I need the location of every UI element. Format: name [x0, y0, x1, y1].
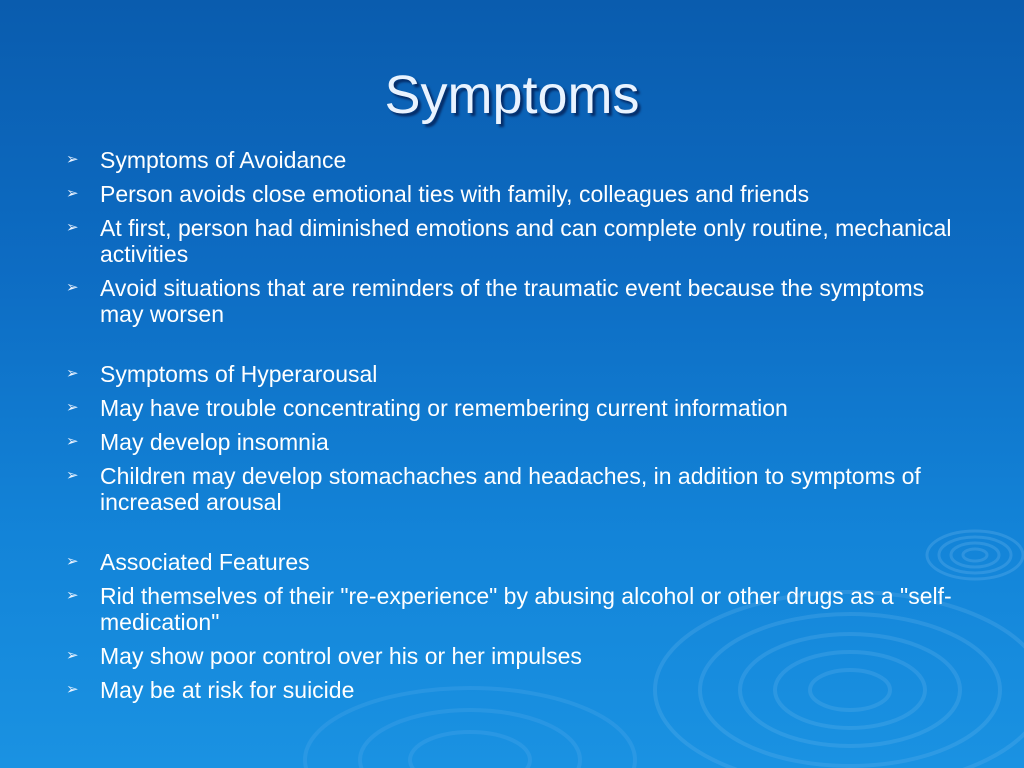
bullet-text: May have trouble concentrating or remembering current information: [100, 395, 788, 421]
bullet-text: May develop insomnia: [100, 429, 329, 455]
slide-title: Symptoms: [384, 65, 640, 125]
arrow-bullet-icon: ➢: [66, 151, 79, 168]
arrow-bullet-icon: ➢: [66, 399, 79, 416]
bullet-list: [66, 147, 966, 711]
arrow-bullet-icon: ➢: [66, 185, 79, 202]
bullet-text: Symptoms of Hyperarousal: [100, 361, 378, 387]
arrow-bullet-icon: ➢: [66, 681, 79, 698]
arrow-bullet-icon: ➢: [66, 433, 79, 450]
bullet-item: [66, 677, 966, 703]
bullet-text: Avoid situations that are reminders of the traumatic event because the symptoms may worsen: [100, 275, 925, 327]
bullet-item: [66, 583, 966, 635]
bullet-item: [66, 549, 966, 575]
bullet-item: [66, 181, 966, 207]
bullet-text: At first, person had diminished emotions and can complete only routine, mechanical activities: [100, 215, 952, 267]
bullet-item: [66, 395, 966, 421]
bullet-text: May show poor control over his or her impulses: [100, 643, 582, 669]
arrow-bullet-icon: ➢: [66, 279, 79, 296]
bullet-item: [66, 429, 966, 455]
bullet-text: Associated Features: [100, 549, 310, 575]
arrow-bullet-icon: ➢: [66, 467, 79, 484]
bullet-text: Symptoms of Avoidance: [100, 147, 347, 173]
arrow-bullet-icon: ➢: [66, 647, 79, 664]
arrow-bullet-icon: ➢: [66, 553, 79, 570]
bullet-text: Rid themselves of their "re-experience" by abusing alcohol or other drugs as a "self-medication": [100, 583, 952, 635]
arrow-bullet-icon: ➢: [66, 365, 79, 382]
bullet-item: [66, 147, 966, 173]
bullet-item: [66, 463, 966, 515]
bullet-text: Children may develop stomachaches and headaches, in addition to symptoms of increased arousal: [100, 463, 921, 515]
arrow-bullet-icon: ➢: [66, 219, 79, 236]
arrow-bullet-icon: ➢: [66, 587, 79, 604]
bullet-item: [66, 215, 966, 267]
bullet-text: Person avoids close emotional ties with family, colleagues and friends: [100, 181, 810, 207]
bullet-text: May be at risk for suicide: [100, 677, 355, 703]
bullet-item: [66, 275, 966, 327]
bullet-item: [66, 361, 966, 387]
bullet-item: [66, 643, 966, 669]
